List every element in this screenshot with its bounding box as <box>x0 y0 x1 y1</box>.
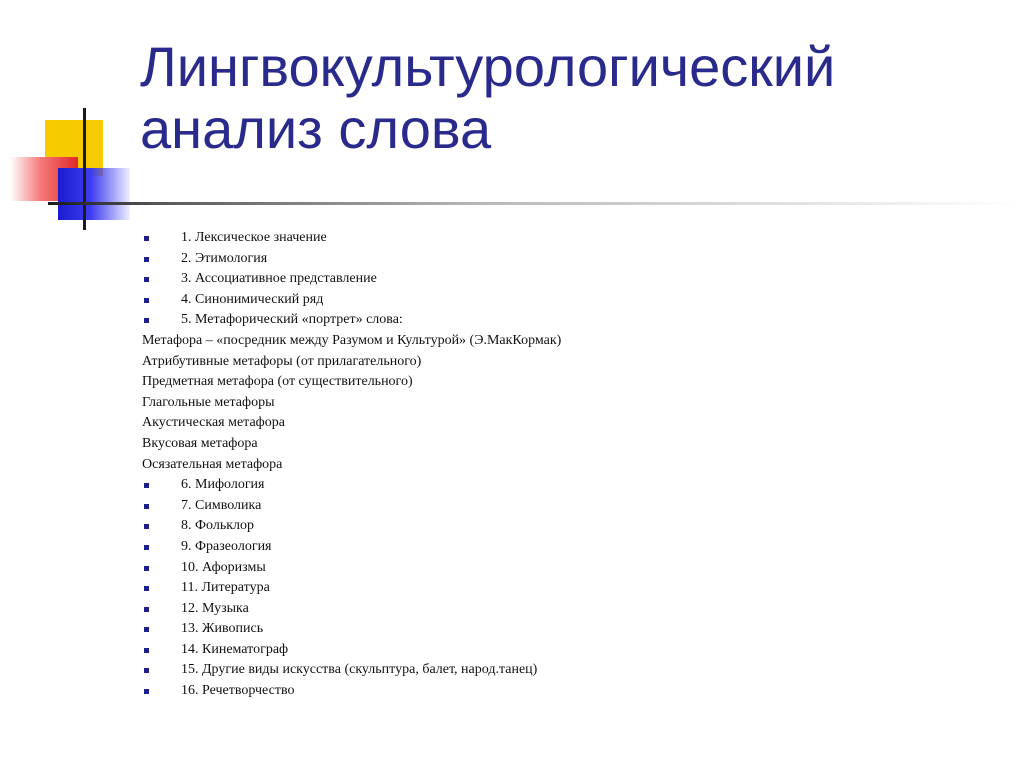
square-bullet-icon <box>144 689 149 694</box>
sub-list-item <box>140 331 1000 352</box>
list-item-text: 10. Афоризмы <box>181 559 266 575</box>
square-bullet-icon <box>144 524 149 529</box>
vertical-rule-decoration <box>83 108 86 230</box>
list-item-text: 1. Лексическое значение <box>181 230 327 245</box>
list-item-text: Осязательная метафора <box>142 456 283 472</box>
square-bullet-icon <box>144 566 149 571</box>
square-bullet-icon <box>144 648 149 653</box>
list-item-text: 11. Литература <box>181 580 270 596</box>
bullet-list-item <box>140 640 1000 661</box>
list-item-text: 4. Синонимический ряд <box>181 291 324 307</box>
slide-title: Лингвокультурологический анализ слова <box>140 35 836 160</box>
bullet-list-item <box>140 310 1000 331</box>
horizontal-rule-decoration <box>48 202 1018 205</box>
square-bullet-icon <box>144 483 149 488</box>
list-item-text: 6. Мифология <box>181 477 265 493</box>
list-item-text: 2. Этимология <box>181 250 268 266</box>
list-item-text: 3. Ассоциативное представление <box>181 271 377 287</box>
list-item-text: 14. Кинематограф <box>181 641 289 657</box>
sub-list-item <box>140 372 1000 393</box>
sub-list-item <box>140 413 1000 434</box>
list-item-text: 12. Музыка <box>181 600 249 616</box>
bullet-list-item <box>140 558 1000 579</box>
square-bullet-icon <box>144 627 149 632</box>
list-item-text: Акустическая метафора <box>142 415 285 431</box>
square-bullet-icon <box>144 586 149 591</box>
square-bullet-icon <box>144 607 149 612</box>
bullet-list-item <box>140 537 1000 558</box>
bullet-list-item <box>140 269 1000 290</box>
bullet-list-item <box>140 660 1000 681</box>
list-item-text: Вкусовая метафора <box>142 435 258 451</box>
sub-list-item <box>140 352 1000 373</box>
list-item-text: 13. Живопись <box>181 621 264 637</box>
bullet-list-item <box>140 496 1000 517</box>
square-bullet-icon <box>144 257 149 262</box>
square-bullet-icon <box>144 545 149 550</box>
sub-list-item <box>140 393 1000 414</box>
list-item-text: Метафора – «посредник между Разумом и Культурой» (Э.МакКормак) <box>142 332 562 348</box>
sub-list-item <box>140 434 1000 455</box>
bullet-list-item <box>140 516 1000 537</box>
bullet-list-item <box>140 681 1000 702</box>
bullet-list-item <box>140 290 1000 311</box>
square-bullet-icon <box>144 668 149 673</box>
square-bullet-icon <box>144 277 149 282</box>
bullet-list-item <box>140 228 1000 249</box>
bullet-list-item <box>140 475 1000 496</box>
blue-square-decoration <box>58 168 130 220</box>
list-item-text: Предметная метафора (от существительного) <box>142 374 413 390</box>
list-item-text: 7. Символика <box>181 497 262 513</box>
bullet-list-item <box>140 578 1000 599</box>
list-item-text: Атрибутивные метафоры (от прилагательного) <box>142 353 422 369</box>
bullet-list-item <box>140 249 1000 270</box>
list-item-text: Глагольные метафоры <box>142 394 275 410</box>
bullet-list-item <box>140 619 1000 640</box>
square-bullet-icon <box>144 318 149 323</box>
square-bullet-icon <box>144 298 149 303</box>
list-item-text: 8. Фольклор <box>181 518 255 534</box>
bullet-list-item <box>140 599 1000 620</box>
list-item-text: 5. Метафорический «портрет» слова: <box>181 312 403 328</box>
content-list <box>140 228 1000 702</box>
list-item-text: 9. Фразеология <box>181 538 272 554</box>
sub-list-item <box>140 455 1000 476</box>
square-bullet-icon <box>144 236 149 241</box>
square-bullet-icon <box>144 504 149 509</box>
list-item-text: 15. Другие виды искусства (скульптура, балет, народ.танец) <box>181 662 538 678</box>
list-item-text: 16. Речетворчество <box>181 683 295 699</box>
